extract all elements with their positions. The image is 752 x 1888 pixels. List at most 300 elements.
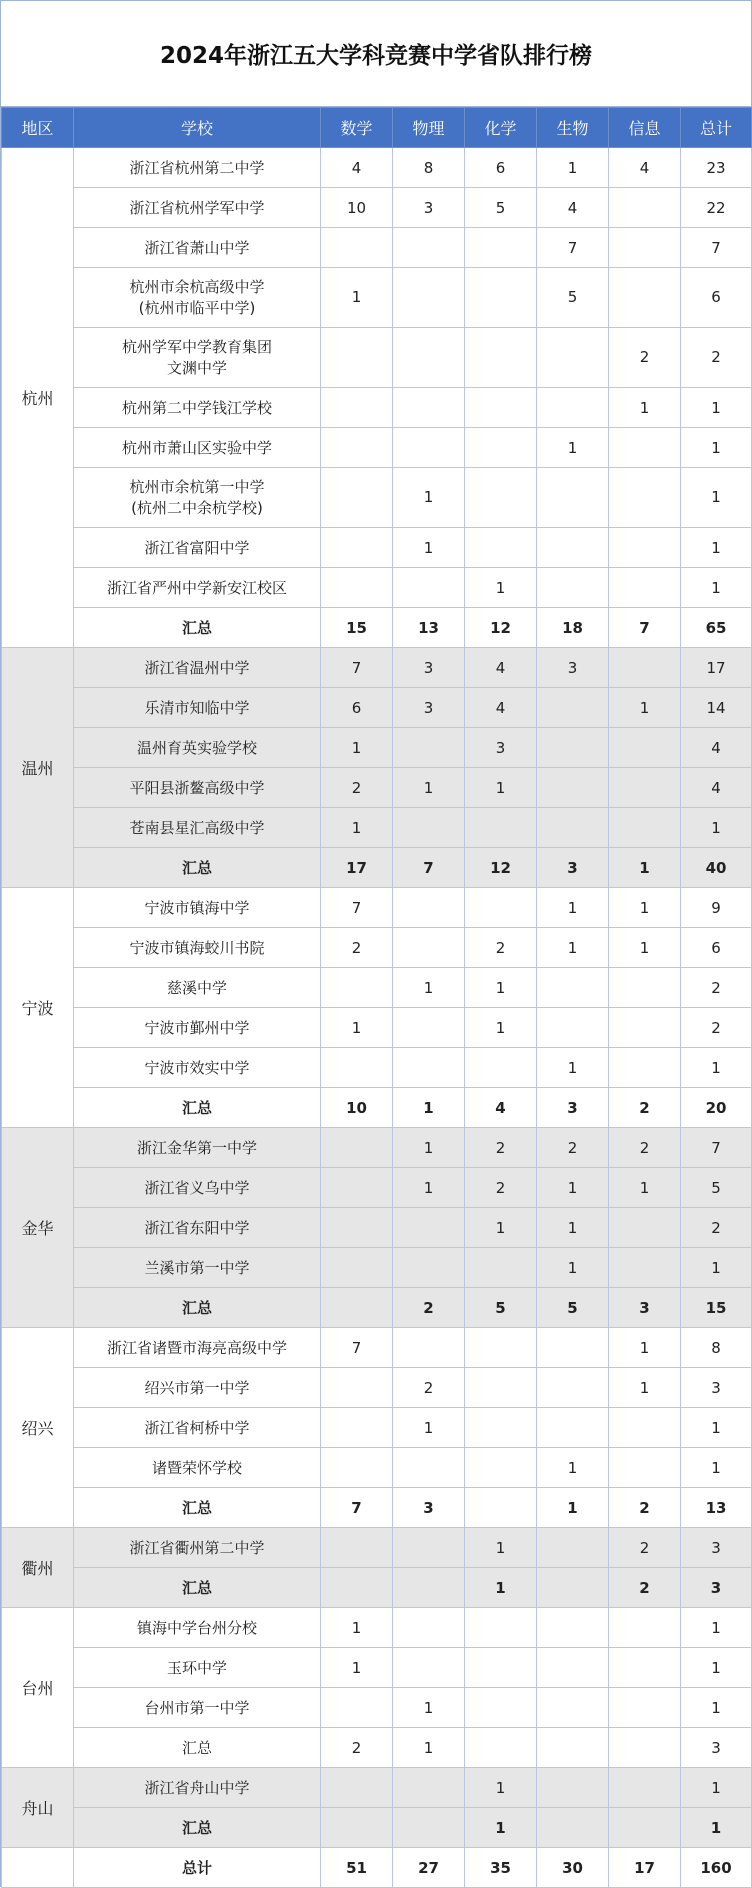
table-row — [2, 1328, 752, 1368]
biology-cell — [537, 328, 609, 388]
total-cell: 3 — [681, 1368, 752, 1408]
chemistry-cell: 4 — [465, 688, 537, 728]
physics-cell — [393, 728, 465, 768]
biology-cell: 3 — [537, 648, 609, 688]
school-cell — [74, 1368, 321, 1408]
region-subtotal-row — [2, 1288, 752, 1328]
informatics-cell: 1 — [609, 388, 681, 428]
biology-cell: 7 — [537, 228, 609, 268]
school-name-line: 浙江省萧山中学 — [144, 239, 250, 257]
chemistry-cell: 12 — [465, 608, 537, 648]
school-name-line: 宁波市鄞州中学 — [144, 1019, 250, 1037]
physics-cell — [393, 388, 465, 428]
chemistry-cell: 1 — [465, 1008, 537, 1048]
grand-total-row — [2, 1848, 752, 1888]
physics-cell — [393, 888, 465, 928]
grand-total-biology: 30 — [537, 1848, 609, 1888]
subtotal-label — [74, 608, 321, 648]
region-cell: 宁波 — [2, 888, 74, 1128]
region-cell: 杭州 — [2, 148, 74, 648]
math-cell — [321, 1288, 393, 1328]
region-cell: 金华 — [2, 1128, 74, 1328]
physics-cell: 3 — [393, 1488, 465, 1528]
table-row — [2, 688, 752, 728]
school-cell — [74, 328, 321, 388]
chemistry-cell: 1 — [465, 968, 537, 1008]
informatics-cell — [609, 768, 681, 808]
school-name-line: 浙江省富阳中学 — [144, 539, 250, 557]
header-school: 学校 — [74, 108, 321, 148]
school-name-line: 汇总 — [181, 1499, 212, 1517]
region-subtotal-row — [2, 1808, 752, 1848]
physics-cell: 2 — [393, 1368, 465, 1408]
biology-cell: 3 — [537, 1088, 609, 1128]
math-cell — [321, 1528, 393, 1568]
school-cell — [74, 968, 321, 1008]
biology-cell — [537, 1728, 609, 1768]
page-title: 2024年浙江五大学科竞赛中学省队排行榜 — [1, 1, 751, 107]
table-row — [2, 1168, 752, 1208]
school-name-line: 乐清市知临中学 — [144, 699, 250, 717]
math-cell: 10 — [321, 1088, 393, 1128]
physics-cell — [393, 268, 465, 328]
math-cell: 1 — [321, 1608, 393, 1648]
school-name-line: 浙江省诸暨市海亮高级中学 — [106, 1339, 287, 1357]
informatics-cell: 1 — [609, 928, 681, 968]
subtotal-label — [74, 1288, 321, 1328]
grand-total-math: 51 — [321, 1848, 393, 1888]
subtotal-label — [74, 848, 321, 888]
header-chemistry: 化学 — [465, 108, 537, 148]
math-cell — [321, 1368, 393, 1408]
physics-cell — [393, 1808, 465, 1848]
math-cell: 7 — [321, 648, 393, 688]
region-cell: 台州 — [2, 1608, 74, 1768]
table-row — [2, 1008, 752, 1048]
total-cell: 1 — [681, 388, 752, 428]
total-cell: 2 — [681, 1008, 752, 1048]
school-name-line: 平阳县浙鳌高级中学 — [129, 779, 265, 797]
biology-cell — [537, 1688, 609, 1728]
table-row — [2, 268, 752, 328]
chemistry-cell: 12 — [465, 848, 537, 888]
informatics-cell — [609, 1768, 681, 1808]
biology-cell — [537, 1408, 609, 1448]
total-cell: 1 — [681, 1648, 752, 1688]
table-row — [2, 188, 752, 228]
total-cell: 1 — [681, 1808, 752, 1848]
grand-total-informatics: 17 — [609, 1848, 681, 1888]
physics-cell: 3 — [393, 688, 465, 728]
region-section — [2, 1528, 752, 1608]
physics-cell: 1 — [393, 768, 465, 808]
grand-total-physics: 27 — [393, 1848, 465, 1888]
biology-cell — [537, 1528, 609, 1568]
informatics-cell: 1 — [609, 1368, 681, 1408]
informatics-cell: 2 — [609, 1528, 681, 1568]
biology-cell — [537, 1768, 609, 1808]
math-cell — [321, 1768, 393, 1808]
school-cell — [74, 1208, 321, 1248]
physics-cell — [393, 328, 465, 388]
biology-cell — [537, 768, 609, 808]
school-name-line: 浙江省舟山中学 — [144, 1779, 250, 1797]
biology-cell: 1 — [537, 928, 609, 968]
physics-cell: 2 — [393, 1288, 465, 1328]
informatics-cell — [609, 1448, 681, 1488]
table-row — [2, 1528, 752, 1568]
physics-cell: 1 — [393, 468, 465, 528]
biology-cell: 4 — [537, 188, 609, 228]
chemistry-cell: 1 — [465, 768, 537, 808]
school-name-line: 兰溪市第一中学 — [144, 1259, 250, 1277]
school-name-line: 玉环中学 — [166, 1659, 227, 1677]
biology-cell — [537, 808, 609, 848]
informatics-cell: 1 — [609, 1168, 681, 1208]
informatics-cell — [609, 268, 681, 328]
school-name-line: 杭州市萧山区实验中学 — [121, 439, 272, 457]
biology-cell: 18 — [537, 608, 609, 648]
physics-cell: 1 — [393, 1408, 465, 1448]
school-cell — [74, 568, 321, 608]
biology-cell — [537, 1568, 609, 1608]
math-cell: 1 — [321, 808, 393, 848]
school-cell — [74, 1008, 321, 1048]
school-name-line: 诸暨荣怀学校 — [151, 1459, 242, 1477]
physics-cell: 8 — [393, 148, 465, 188]
math-cell — [321, 1128, 393, 1168]
total-cell: 23 — [681, 148, 752, 188]
total-cell: 3 — [681, 1528, 752, 1568]
biology-cell: 1 — [537, 1448, 609, 1488]
grand-total-chemistry: 35 — [465, 1848, 537, 1888]
school-cell — [74, 1648, 321, 1688]
total-cell: 40 — [681, 848, 752, 888]
header-physics: 物理 — [393, 108, 465, 148]
physics-cell — [393, 1768, 465, 1808]
subtotal-label — [74, 1808, 321, 1848]
informatics-cell — [609, 1728, 681, 1768]
region-subtotal-row — [2, 1488, 752, 1528]
physics-cell — [393, 808, 465, 848]
school-cell — [74, 728, 321, 768]
total-cell: 5 — [681, 1168, 752, 1208]
region-section — [2, 1128, 752, 1328]
subtotal-label — [74, 1728, 321, 1768]
school-cell — [74, 808, 321, 848]
physics-cell: 1 — [393, 1688, 465, 1728]
table-row — [2, 728, 752, 768]
school-name-line: 苍南县星汇高级中学 — [129, 819, 265, 837]
school-name-line: 浙江省杭州第二中学 — [129, 159, 265, 177]
informatics-cell: 2 — [609, 328, 681, 388]
physics-cell — [393, 1208, 465, 1248]
school-cell — [74, 688, 321, 728]
school-name-line: (杭州二中余杭学校) — [131, 498, 263, 517]
table-row — [2, 1448, 752, 1488]
physics-cell — [393, 1648, 465, 1688]
biology-cell — [537, 388, 609, 428]
biology-cell: 5 — [537, 1288, 609, 1328]
region-section — [2, 1608, 752, 1768]
table-row — [2, 1688, 752, 1728]
physics-cell — [393, 1608, 465, 1648]
physics-cell: 1 — [393, 968, 465, 1008]
school-cell — [74, 1408, 321, 1448]
total-cell: 1 — [681, 1048, 752, 1088]
chemistry-cell: 1 — [465, 1768, 537, 1808]
school-name-line: 绍兴市第一中学 — [144, 1379, 250, 1397]
math-cell — [321, 1048, 393, 1088]
math-cell: 15 — [321, 608, 393, 648]
region-cell: 舟山 — [2, 1768, 74, 1848]
chemistry-cell: 1 — [465, 1568, 537, 1608]
table-row — [2, 1248, 752, 1288]
informatics-cell: 3 — [609, 1288, 681, 1328]
biology-cell: 5 — [537, 268, 609, 328]
total-cell: 1 — [681, 568, 752, 608]
physics-cell — [393, 1008, 465, 1048]
total-cell: 13 — [681, 1488, 752, 1528]
informatics-cell: 4 — [609, 148, 681, 188]
physics-cell: 1 — [393, 528, 465, 568]
table-row — [2, 148, 752, 188]
school-name-line: 浙江省温州中学 — [144, 659, 250, 677]
math-cell — [321, 428, 393, 468]
chemistry-cell: 1 — [465, 1208, 537, 1248]
school-cell — [74, 1688, 321, 1728]
school-cell — [74, 188, 321, 228]
school-name-line: 宁波市效实中学 — [144, 1059, 250, 1077]
biology-cell — [537, 688, 609, 728]
math-cell: 17 — [321, 848, 393, 888]
physics-cell — [393, 1248, 465, 1288]
chemistry-cell — [465, 468, 537, 528]
school-cell — [74, 1448, 321, 1488]
total-cell: 4 — [681, 768, 752, 808]
biology-cell — [537, 728, 609, 768]
school-name-line: 汇总 — [181, 1099, 212, 1117]
chemistry-cell: 5 — [465, 1288, 537, 1328]
school-name-line: 汇总 — [181, 1579, 212, 1597]
header-math: 数学 — [321, 108, 393, 148]
math-cell — [321, 1248, 393, 1288]
math-cell — [321, 1568, 393, 1608]
school-cell — [74, 1328, 321, 1368]
total-cell: 1 — [681, 1768, 752, 1808]
math-cell: 7 — [321, 1488, 393, 1528]
school-name-line: 浙江省东阳中学 — [144, 1219, 250, 1237]
table-row — [2, 648, 752, 688]
biology-cell — [537, 1008, 609, 1048]
region-subtotal-row — [2, 608, 752, 648]
total-cell: 1 — [681, 1448, 752, 1488]
school-cell — [74, 148, 321, 188]
total-cell: 3 — [681, 1568, 752, 1608]
region-cell: 衢州 — [2, 1528, 74, 1608]
table-row — [2, 568, 752, 608]
school-cell — [74, 468, 321, 528]
biology-cell — [537, 1368, 609, 1408]
physics-cell: 13 — [393, 608, 465, 648]
total-cell: 15 — [681, 1288, 752, 1328]
informatics-cell — [609, 188, 681, 228]
school-name-line: 文渊中学 — [166, 358, 227, 377]
school-cell — [74, 1528, 321, 1568]
school-name-line: 台州市第一中学 — [144, 1699, 250, 1717]
subtotal-label — [74, 1568, 321, 1608]
chemistry-cell — [465, 1368, 537, 1408]
table-row — [2, 1128, 752, 1168]
math-cell: 4 — [321, 148, 393, 188]
ranking-table — [1, 107, 752, 1888]
school-cell — [74, 928, 321, 968]
total-cell: 1 — [681, 468, 752, 528]
school-name-line: (杭州市临平中学) — [138, 298, 256, 317]
total-cell: 7 — [681, 228, 752, 268]
chemistry-cell: 6 — [465, 148, 537, 188]
school-name-line: 镇海中学台州分校 — [136, 1619, 257, 1637]
total-cell: 4 — [681, 728, 752, 768]
school-cell — [74, 428, 321, 468]
chemistry-cell: 1 — [465, 1528, 537, 1568]
math-cell: 1 — [321, 268, 393, 328]
school-name-line: 浙江省义乌中学 — [144, 1179, 250, 1197]
total-cell: 9 — [681, 888, 752, 928]
table-row — [2, 808, 752, 848]
table-row — [2, 1208, 752, 1248]
math-cell: 1 — [321, 1008, 393, 1048]
math-cell — [321, 968, 393, 1008]
total-cell: 14 — [681, 688, 752, 728]
total-cell: 1 — [681, 428, 752, 468]
region-section — [2, 148, 752, 648]
chemistry-cell — [465, 1328, 537, 1368]
total-cell: 3 — [681, 1728, 752, 1768]
total-cell: 1 — [681, 528, 752, 568]
region-section — [2, 1768, 752, 1848]
biology-cell: 1 — [537, 1048, 609, 1088]
total-cell: 22 — [681, 188, 752, 228]
informatics-cell — [609, 1648, 681, 1688]
school-name-line: 浙江省柯桥中学 — [144, 1419, 250, 1437]
informatics-cell — [609, 428, 681, 468]
table-row — [2, 328, 752, 388]
school-name-line: 杭州学军中学教育集团 — [121, 337, 272, 356]
biology-cell: 2 — [537, 1128, 609, 1168]
region-subtotal-row — [2, 1568, 752, 1608]
chemistry-cell — [465, 528, 537, 568]
school-name-line: 杭州市余杭高级中学 — [129, 277, 265, 296]
header-total: 总计 — [681, 108, 752, 148]
math-cell: 7 — [321, 888, 393, 928]
math-cell: 6 — [321, 688, 393, 728]
physics-cell — [393, 1048, 465, 1088]
biology-cell — [537, 1608, 609, 1648]
informatics-cell — [609, 1008, 681, 1048]
total-cell: 1 — [681, 1608, 752, 1648]
physics-cell: 3 — [393, 188, 465, 228]
biology-cell: 1 — [537, 1488, 609, 1528]
school-cell — [74, 888, 321, 928]
informatics-cell: 2 — [609, 1568, 681, 1608]
chemistry-cell — [465, 1048, 537, 1088]
chemistry-cell: 5 — [465, 188, 537, 228]
informatics-cell — [609, 1808, 681, 1848]
math-cell — [321, 1408, 393, 1448]
chemistry-cell — [465, 888, 537, 928]
total-cell: 1 — [681, 1688, 752, 1728]
informatics-cell — [609, 1688, 681, 1728]
total-cell: 1 — [681, 1408, 752, 1448]
school-name-line: 汇总 — [181, 1739, 212, 1757]
math-cell — [321, 1808, 393, 1848]
table-row — [2, 228, 752, 268]
table-row — [2, 528, 752, 568]
informatics-cell: 2 — [609, 1088, 681, 1128]
biology-cell: 1 — [537, 888, 609, 928]
table-header — [2, 108, 752, 148]
informatics-cell — [609, 728, 681, 768]
physics-cell — [393, 1448, 465, 1488]
biology-cell — [537, 1648, 609, 1688]
region-section — [2, 1328, 752, 1528]
table-row — [2, 468, 752, 528]
school-cell — [74, 1768, 321, 1808]
region-subtotal-row — [2, 848, 752, 888]
informatics-cell — [609, 808, 681, 848]
school-cell — [74, 528, 321, 568]
physics-cell — [393, 568, 465, 608]
region-section — [2, 648, 752, 888]
chemistry-cell: 4 — [465, 1088, 537, 1128]
total-cell: 6 — [681, 268, 752, 328]
total-cell: 6 — [681, 928, 752, 968]
math-cell — [321, 1208, 393, 1248]
informatics-cell — [609, 648, 681, 688]
school-name-line: 浙江省严州中学新安江校区 — [106, 579, 287, 597]
physics-cell — [393, 228, 465, 268]
math-cell: 2 — [321, 768, 393, 808]
chemistry-cell: 2 — [465, 1168, 537, 1208]
chemistry-cell — [465, 1408, 537, 1448]
table-row — [2, 968, 752, 1008]
math-cell: 1 — [321, 728, 393, 768]
informatics-cell — [609, 1408, 681, 1448]
school-name-line: 汇总 — [181, 1819, 212, 1837]
subtotal-label — [74, 1488, 321, 1528]
grand-total-total: 160 — [681, 1848, 752, 1888]
informatics-cell — [609, 228, 681, 268]
school-cell — [74, 1048, 321, 1088]
physics-cell — [393, 1328, 465, 1368]
chemistry-cell — [465, 1448, 537, 1488]
chemistry-cell — [465, 268, 537, 328]
informatics-cell — [609, 1608, 681, 1648]
table-row — [2, 888, 752, 928]
header-biology: 生物 — [537, 108, 609, 148]
informatics-cell: 1 — [609, 888, 681, 928]
header-informatics: 信息 — [609, 108, 681, 148]
physics-cell — [393, 1528, 465, 1568]
informatics-cell: 1 — [609, 1328, 681, 1368]
school-cell — [74, 768, 321, 808]
school-cell — [74, 1128, 321, 1168]
biology-cell: 1 — [537, 1248, 609, 1288]
math-cell — [321, 568, 393, 608]
table-row — [2, 768, 752, 808]
grand-total-label: 总计 — [74, 1848, 321, 1888]
